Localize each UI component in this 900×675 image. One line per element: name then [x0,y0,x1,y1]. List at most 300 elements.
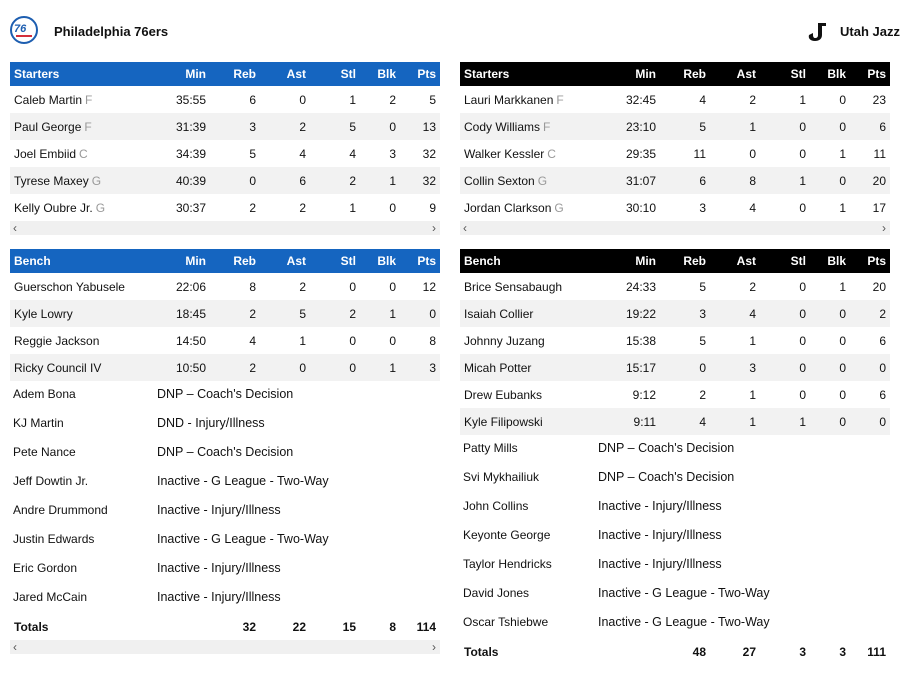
dnp-row [460,493,900,522]
scroll-left-icon[interactable]: ‹ [13,221,17,235]
totals-row [460,638,890,665]
dnp-reason: DNP – Coach's Decision [598,470,735,484]
away-totals-table [460,638,890,665]
totals-stl: 3 [799,644,806,659]
stat-min: 30:37 [175,200,206,215]
player-position: G [91,173,102,188]
totals-reb: 48 [692,644,706,659]
dnp-reason: Inactive - Injury/Illness [157,503,281,517]
stat-stl: 1 [760,408,810,435]
player-row[interactable] [460,86,890,113]
dnp-row [460,522,900,551]
stat-stl: 0 [760,113,810,140]
player-row[interactable] [10,300,440,327]
dnp-reason: DND - Injury/Illness [157,416,265,430]
player-row[interactable] [10,327,440,354]
player-row[interactable] [10,113,440,140]
player-name-cell [460,408,610,435]
player-name[interactable]: Tyrese Maxey [14,173,89,188]
table-header-row [10,249,440,273]
stat-min: 18:45 [160,300,210,327]
stat-ast: 1 [299,333,306,348]
player-row[interactable] [460,113,890,140]
player-name-cell [10,113,160,140]
stat-pts: 8 [429,333,436,348]
stat-min: 35:55 [175,92,206,107]
column-header: Blk [810,249,850,273]
player-name[interactable]: Caleb Martin [14,92,83,107]
totals-blk: 8 [389,619,396,634]
stat-pts: 17 [872,200,886,215]
stat-blk: 0 [810,354,850,381]
stat-blk: 1 [360,167,400,194]
player-name-cell [460,194,610,221]
stat-pts: 2 [850,300,890,327]
stat-reb: 3 [699,200,706,215]
dnp-reason: Inactive - G League - Two-Way [598,586,770,600]
dnp-row [460,609,900,638]
column-header: Pts [850,249,890,273]
home-bench-table [10,249,440,381]
stat-stl: 2 [310,167,360,194]
totals-ast: 22 [292,619,306,634]
column-header: Reb [660,249,710,273]
player-name[interactable]: Brice Sensabaugh [464,279,563,294]
player-name[interactable]: Adem Bona [13,387,76,401]
stat-reb: 4 [249,333,256,348]
stat-reb: 2 [210,300,260,327]
player-row[interactable] [460,408,890,435]
stat-min: 32:45 [625,92,656,107]
player-name[interactable]: KJ Martin [13,416,64,430]
home-team-name: Philadelphia 76ers [54,24,169,39]
player-name[interactable]: Kyle Lowry [14,306,73,321]
stat-pts: 0 [850,408,890,435]
stat-blk: 1 [839,200,846,215]
stat-reb: 8 [249,279,256,294]
player-name[interactable]: Jared McCain [13,590,88,604]
stat-pts: 23 [872,92,886,107]
stat-min: 29:35 [625,146,656,161]
stat-pts: 6 [879,333,886,348]
stat-min: 15:38 [625,333,656,348]
column-header: Bench [10,249,160,273]
stat-blk: 0 [810,300,850,327]
player-name-cell [460,273,610,300]
player-row[interactable] [460,327,890,354]
away-team-name: Utah Jazz [840,24,900,39]
stat-stl: 0 [349,279,356,294]
player-name-cell [10,354,160,381]
player-name[interactable]: Johnny Juzang [464,333,545,348]
totals-label: Totals [14,619,49,634]
stat-stl: 1 [349,92,356,107]
stat-pts: 0 [400,300,440,327]
column-header: Min [610,249,660,273]
dnp-reason: Inactive - Injury/Illness [598,528,722,542]
player-position: C [547,146,556,161]
stat-reb: 6 [660,167,710,194]
stat-stl: 0 [799,279,806,294]
dnp-row [10,439,450,468]
stat-reb: 4 [660,408,710,435]
player-name-cell [460,381,610,408]
player-position: C [79,146,88,161]
dnp-reason: DNP – Coach's Decision [157,387,294,401]
scroll-right-icon[interactable]: › [432,221,436,235]
player-name[interactable]: Kelly Oubre Jr. [14,200,93,215]
away-starters-table [460,62,890,221]
scroll-right-icon[interactable]: › [432,640,436,654]
player-name-cell [10,327,160,354]
dnp-reason: Inactive - G League - Two-Way [598,615,770,629]
away-bench-table [460,249,890,435]
player-row[interactable] [460,140,890,167]
stat-blk: 0 [389,333,396,348]
player-name[interactable]: Isaiah Collier [464,306,534,321]
totals-pts: 114 [416,619,436,634]
player-name[interactable]: Svi Mykhailiuk [463,470,540,484]
column-header: Reb [210,249,260,273]
stat-min: 19:22 [610,300,660,327]
player-name[interactable]: Walker Kessler [464,146,545,161]
stat-blk: 3 [389,146,396,161]
dnp-row [10,410,450,439]
column-header: Bench [460,249,610,273]
stat-ast: 2 [299,279,306,294]
scroll-right-icon[interactable]: › [882,221,886,235]
player-name[interactable]: Cody Williams [464,119,541,134]
player-name[interactable]: Ricky Council IV [14,360,102,375]
stat-pts: 9 [429,200,436,215]
stat-min: 9:12 [632,387,656,402]
stat-reb: 3 [210,113,260,140]
stat-pts: 11 [873,146,886,161]
column-header: Reb [210,62,260,86]
stat-ast: 5 [260,300,310,327]
stat-pts: 6 [850,113,890,140]
player-row[interactable] [10,273,440,300]
dnp-row [460,551,900,580]
column-header: Blk [810,62,850,86]
stat-blk: 0 [389,200,396,215]
stat-ast: 1 [710,408,760,435]
stat-pts: 20 [850,167,890,194]
column-header: Reb [660,62,710,86]
stat-blk: 1 [360,300,400,327]
column-header: Ast [260,62,310,86]
stat-ast: 4 [749,200,756,215]
stat-min: 34:39 [175,146,206,161]
away-starters-scrollbar[interactable] [460,221,890,235]
table-header-row [460,249,890,273]
column-header: Pts [400,249,440,273]
player-position: F [84,119,92,134]
stat-pts: 13 [400,113,440,140]
stat-blk: 0 [839,387,846,402]
player-name[interactable]: Andre Drummond [13,503,108,517]
player-name[interactable]: Taylor Hendricks [463,557,552,571]
dnp-reason: Inactive - G League - Two-Way [157,474,329,488]
stat-min: 15:17 [610,354,660,381]
player-name[interactable]: Reggie Jackson [14,333,100,348]
player-name[interactable]: Justin Edwards [13,532,95,546]
dnp-row [460,580,900,609]
player-name-cell [460,167,610,194]
stat-reb: 5 [699,333,706,348]
dnp-row [10,468,450,497]
stat-pts: 20 [872,279,886,294]
player-position: G [537,173,548,188]
stat-blk: 1 [839,279,846,294]
stat-min: 40:39 [160,167,210,194]
stat-ast: 1 [749,333,756,348]
player-row[interactable] [460,167,890,194]
column-header: Starters [460,62,610,86]
stat-pts: 6 [879,387,886,402]
scroll-left-icon[interactable]: ‹ [463,221,467,235]
player-name[interactable]: Keyonte George [463,528,551,542]
stat-reb: 2 [699,387,706,402]
player-name[interactable]: Pete Nance [13,445,76,459]
totals-ast: 27 [742,644,756,659]
stat-blk: 1 [839,146,846,161]
stat-pts: 5 [429,92,436,107]
dnp-row [10,497,450,526]
player-row[interactable] [10,194,440,221]
stat-ast: 6 [260,167,310,194]
stat-ast: 2 [299,200,306,215]
dnp-row [10,526,450,555]
player-name-cell [460,113,610,140]
player-row[interactable] [460,300,890,327]
player-name[interactable]: John Collins [463,499,529,513]
player-name[interactable]: Oscar Tshiebwe [463,615,549,629]
player-row[interactable] [10,140,440,167]
player-row[interactable] [460,273,890,300]
dnp-reason: Inactive - Injury/Illness [598,499,722,513]
stat-ast: 2 [260,113,310,140]
totals-label: Totals [464,644,499,659]
player-name-cell [460,354,610,381]
stat-ast: 4 [299,146,306,161]
player-name-cell [10,194,160,221]
table-header-row [10,62,440,86]
stat-pts: 12 [422,279,436,294]
column-header: Stl [310,249,360,273]
stat-stl: 4 [349,146,356,161]
player-position: F [85,92,93,107]
player-name-cell [460,327,610,354]
stat-blk: 0 [389,279,396,294]
column-header: Stl [310,62,360,86]
player-name[interactable]: Drew Eubanks [464,387,543,402]
stat-pts: 32 [422,146,436,161]
away-dnp-list [460,435,900,638]
dnp-row [460,435,900,464]
column-header: Pts [850,62,890,86]
76ers-logo-icon: 76 [10,16,38,44]
stat-reb: 5 [660,113,710,140]
home-team-boxscore [10,0,450,668]
column-header: Ast [710,62,760,86]
stat-stl: 1 [349,200,356,215]
player-position: G [95,200,106,215]
player-position: G [554,200,564,215]
stat-stl: 0 [760,300,810,327]
stat-ast: 2 [749,279,756,294]
home-starters-table [10,62,440,221]
stat-reb: 0 [210,167,260,194]
player-name[interactable]: Micah Potter [464,360,532,375]
stat-pts: 3 [400,354,440,381]
home-bench-scrollbar[interactable] [10,640,440,654]
stat-stl: 0 [799,333,806,348]
player-row[interactable] [10,167,440,194]
stat-min: 22:06 [175,279,206,294]
column-header: Min [160,62,210,86]
dnp-row [460,464,900,493]
stat-reb: 6 [249,92,256,107]
player-name[interactable]: Paul George [14,119,82,134]
stat-min: 24:33 [625,279,656,294]
totals-pts: 111 [867,644,886,659]
player-name-cell [460,140,610,167]
stat-stl: 5 [310,113,360,140]
stat-blk: 1 [360,354,400,381]
stat-reb: 2 [210,354,260,381]
dnp-reason: Inactive - Injury/Illness [157,590,281,604]
totals-min [610,638,660,665]
stat-min: 31:39 [160,113,210,140]
stat-reb: 0 [660,354,710,381]
totals-min [160,613,210,640]
stat-ast: 0 [749,146,756,161]
player-name[interactable]: Lauri Markkanen [464,92,554,107]
totals-row [10,613,440,640]
stat-reb: 4 [699,92,706,107]
home-dnp-list [10,381,450,613]
stat-blk: 0 [839,92,846,107]
totals-reb: 32 [242,619,256,634]
player-name[interactable]: Jordan Clarkson [464,200,552,215]
player-name[interactable]: Collin Sexton [464,173,535,188]
stat-min: 14:50 [175,333,206,348]
dnp-reason: DNP – Coach's Decision [598,441,735,455]
table-header-row [460,62,890,86]
stat-ast: 8 [710,167,760,194]
dnp-row [10,584,450,613]
column-header: Min [160,249,210,273]
stat-stl: 0 [799,387,806,402]
home-totals-table [10,613,440,640]
player-name-cell [460,300,610,327]
stat-reb: 5 [699,279,706,294]
away-team-boxscore [460,0,900,665]
player-name-cell [10,167,160,194]
stat-blk: 0 [810,113,850,140]
stat-blk: 0 [810,167,850,194]
home-team-header [10,0,450,62]
player-name[interactable]: Joel Embiid [14,146,77,161]
column-header: Stl [760,62,810,86]
player-name[interactable]: Jeff Dowtin Jr. [13,474,89,488]
dnp-reason: Inactive - Injury/Illness [598,557,722,571]
stat-min: 30:10 [625,200,656,215]
stat-stl: 0 [799,200,806,215]
stat-reb: 3 [660,300,710,327]
stat-reb: 11 [693,146,706,161]
stat-stl: 1 [760,167,810,194]
player-name-cell [460,86,610,113]
player-name-cell [10,300,160,327]
player-row[interactable] [460,381,890,408]
totals-blk: 3 [839,644,846,659]
stat-ast: 1 [710,113,760,140]
jazz-logo-icon [806,20,828,42]
stat-min: 23:10 [610,113,660,140]
column-header: Blk [360,249,400,273]
player-name-cell [10,140,160,167]
player-position: F [556,92,564,107]
stat-pts: 32 [400,167,440,194]
stat-pts: 0 [850,354,890,381]
column-header: Min [610,62,660,86]
away-team-header [460,0,900,62]
player-name-cell [10,86,160,113]
player-name[interactable]: David Jones [463,586,530,600]
player-row[interactable] [460,194,890,221]
player-name[interactable]: Patty Mills [463,441,518,455]
scroll-left-icon[interactable]: ‹ [13,640,17,654]
stat-stl: 0 [799,146,806,161]
stat-stl: 0 [349,333,356,348]
dnp-row [10,555,450,584]
player-row[interactable] [460,354,890,381]
dnp-row [10,381,450,410]
stat-min: 31:07 [610,167,660,194]
dnp-reason: DNP – Coach's Decision [157,445,294,459]
dnp-reason: Inactive - G League - Two-Way [157,532,329,546]
player-name-cell [10,273,160,300]
stat-stl: 0 [310,354,360,381]
totals-stl: 15 [342,619,356,634]
home-starters-scrollbar[interactable] [10,221,440,235]
stat-ast: 0 [299,92,306,107]
stat-min: 9:11 [610,408,660,435]
stat-ast: 1 [749,387,756,402]
player-name[interactable]: Kyle Filipowski [464,414,543,429]
column-header: Starters [10,62,160,86]
stat-ast: 4 [710,300,760,327]
player-row[interactable] [10,86,440,113]
stat-stl: 2 [310,300,360,327]
stat-reb: 2 [249,200,256,215]
column-header: Ast [260,249,310,273]
player-name[interactable]: Guerschon Yabusele [14,279,125,294]
stat-blk: 2 [389,92,396,107]
stat-blk: 0 [839,333,846,348]
stat-ast: 0 [260,354,310,381]
stat-stl: 1 [799,92,806,107]
stat-min: 10:50 [160,354,210,381]
stat-ast: 2 [749,92,756,107]
player-name[interactable]: Eric Gordon [13,561,78,575]
stat-stl: 0 [760,354,810,381]
dnp-reason: Inactive - Injury/Illness [157,561,281,575]
stat-reb: 5 [249,146,256,161]
player-row[interactable] [10,354,440,381]
